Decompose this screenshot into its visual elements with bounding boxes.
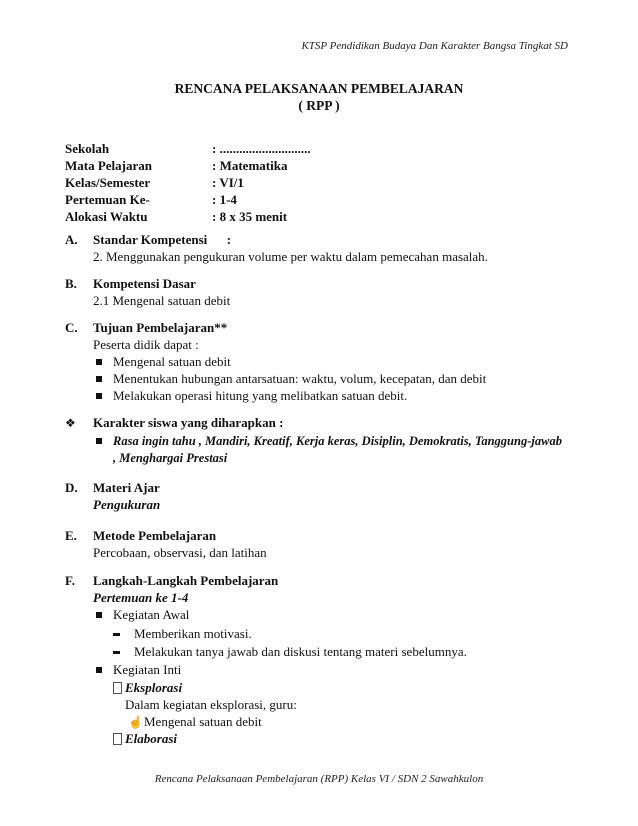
section-d-title: Materi Ajar	[93, 480, 160, 495]
square-bullet-icon	[96, 393, 102, 399]
info-label-alokasi: Alokasi Waktu	[65, 209, 148, 224]
square-bullet-icon	[96, 359, 102, 365]
kegiatan-awal-item-2: Melakukan tanya jawab dan diskusi tentang materi sebelumnya.	[134, 644, 467, 659]
section-b-text: 2.1 Mengenal satuan debit	[93, 293, 231, 308]
list-item	[113, 644, 120, 660]
running-header: KTSP Pendidikan Budaya Dan Karakter Bangsa Tingkat SD	[301, 40, 568, 52]
running-footer: Rencana Pelaksanaan Pembelajaran (RPP) Kelas VI / SDN 2 Sawahkulon	[154, 773, 484, 785]
dash-bullet-icon	[113, 651, 120, 654]
eksplorasi-label: Eksplorasi	[125, 680, 183, 695]
info-value-mapel: : Matematika	[212, 158, 288, 173]
info-value-alokasi: : 8 x 35 menit	[212, 209, 288, 224]
section-e-title: Metode Pembelajaran	[93, 528, 217, 543]
section-a-letter: A.	[65, 232, 78, 247]
section-d-letter: D.	[65, 480, 78, 495]
dash-bullet-icon	[113, 633, 120, 636]
square-bullet-icon	[96, 612, 102, 618]
section-c-item-3: Melakukan operasi hitung yang melibatkan satuan debit.	[113, 388, 408, 403]
checkbox-bullet-icon	[113, 733, 122, 745]
eksplorasi-item: Mengenal satuan debit	[144, 714, 262, 729]
list-item	[113, 731, 122, 747]
section-a-text: 2. Menggunakan pengukuran volume per waktu dalam pemecahan masalah.	[93, 249, 488, 264]
info-label-kelas: Kelas/Semester	[65, 175, 151, 190]
section-a-title: Standar Kompetensi :	[93, 232, 232, 247]
list-item	[96, 662, 102, 678]
section-e-text: Percobaan, observasi, dan latihan	[93, 545, 267, 560]
square-bullet-icon	[96, 438, 102, 444]
list-item	[96, 354, 102, 370]
kegiatan-inti-label: Kegiatan Inti	[113, 662, 182, 677]
kegiatan-awal-item-1: Memberikan motivasi.	[134, 626, 252, 641]
list-item	[96, 607, 102, 623]
section-c-intro: Peserta didik dapat :	[93, 337, 199, 352]
section-c-item-2: Menentukan hubungan antarsatuan: waktu, volum, kecepatan, dan debit	[113, 371, 487, 386]
section-e-letter: E.	[65, 528, 77, 543]
document-title	[0, 80, 638, 114]
info-value-kelas: : VI/1	[212, 175, 244, 190]
elaborasi-label: Elaborasi	[125, 731, 178, 746]
info-label-mapel: Mata Pelajaran	[65, 158, 153, 173]
list-item	[96, 388, 102, 404]
karakter-line-2: , Menghargai Prestasi	[113, 451, 228, 465]
section-d-text: Pengukuran	[93, 497, 161, 512]
info-label-pertemuan: Pertemuan Ke-	[65, 192, 150, 207]
section-f-letter: F.	[65, 573, 75, 588]
list-item	[96, 433, 102, 449]
hand-pointer-icon: ☝	[128, 715, 143, 729]
section-c-item-1: Mengenal satuan debit	[113, 354, 231, 369]
karakter-title: Karakter siswa yang diharapkan :	[93, 415, 284, 430]
square-bullet-icon	[96, 376, 102, 382]
info-value-sekolah: : ............................	[212, 141, 311, 156]
kegiatan-awal-label: Kegiatan Awal	[113, 607, 190, 622]
title-line-2: ( RPP )	[298, 98, 340, 113]
list-item	[113, 680, 122, 696]
list-item	[113, 626, 120, 642]
list-item	[96, 371, 102, 387]
diamond-bullet-icon: ❖	[65, 416, 76, 430]
section-b-title: Kompetensi Dasar	[93, 276, 196, 291]
section-c-title: Tujuan Pembelajaran**	[93, 320, 228, 335]
checkbox-bullet-icon	[113, 682, 122, 694]
section-f-title: Langkah-Langkah Pembelajaran	[93, 573, 279, 588]
section-f-sub: Pertemuan ke 1-4	[93, 590, 189, 605]
info-value-pertemuan: : 1-4	[212, 192, 237, 207]
karakter-line-1: Rasa ingin tahu , Mandiri, Kreatif, Kerja keras, Disiplin, Demokratis, Tanggung-jawab	[113, 434, 562, 448]
square-bullet-icon	[96, 667, 102, 673]
eksplorasi-intro: Dalam kegiatan eksplorasi, guru:	[125, 697, 297, 712]
section-c-letter: C.	[65, 320, 78, 335]
section-b-letter: B.	[65, 276, 77, 291]
info-label-sekolah: Sekolah	[65, 141, 110, 156]
title-line-1: RENCANA PELAKSANAAN PEMBELAJARAN	[174, 81, 464, 96]
